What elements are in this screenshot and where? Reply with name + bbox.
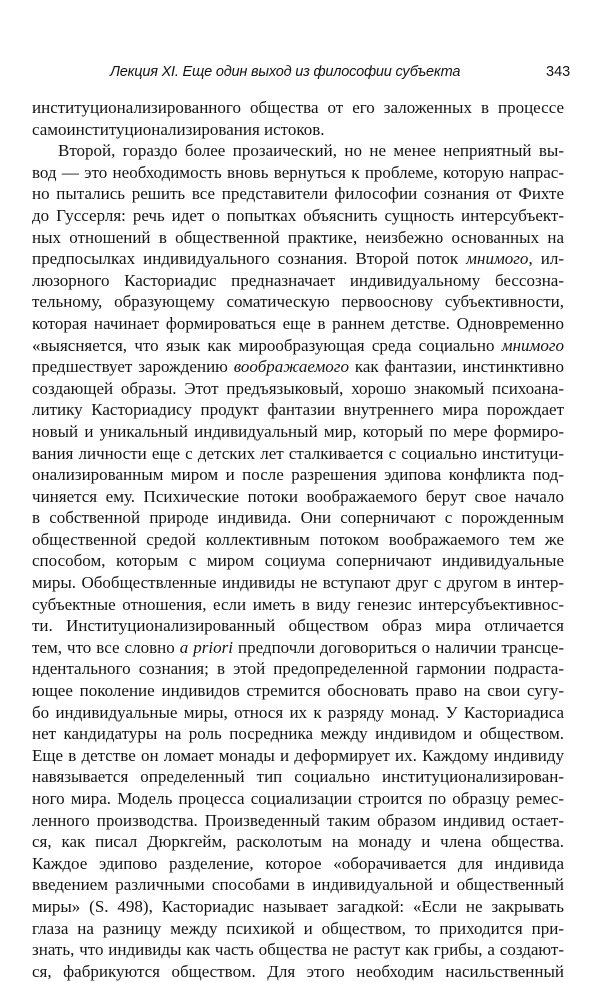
text-segment: тельному, образующему соматическую первооснову субъективности, bbox=[32, 292, 564, 312]
text-line bbox=[32, 270, 564, 292]
text-line bbox=[32, 594, 564, 616]
text-line bbox=[32, 399, 564, 421]
text-line bbox=[32, 97, 564, 119]
text-segment: вод — это необходимость вновь вернуться к проблеме, которую напрас- bbox=[32, 162, 564, 182]
text-line bbox=[32, 119, 564, 141]
text-segment: общественной средой коллективным потоком воображаемого тем же bbox=[32, 529, 564, 549]
text-line bbox=[32, 874, 564, 896]
body-text bbox=[32, 97, 564, 982]
text-line bbox=[32, 896, 564, 918]
text-segment: нет кандидатуры на роль посредника между индивидом и обществом. bbox=[32, 724, 564, 744]
italic-term: a priori bbox=[179, 637, 233, 657]
text-segment: предпосылках индивидуального сознания. Второй поток bbox=[32, 249, 467, 269]
text-segment: самоинституционализирования истоков. bbox=[32, 119, 325, 139]
text-segment: ся, как писал Дюркгейм, расколотым на монаду и члена общества. bbox=[32, 832, 564, 852]
text-line bbox=[32, 507, 564, 529]
text-segment: бо индивидуальные миры, относя их к разряду монад. У Касториадиса bbox=[32, 702, 564, 722]
text-line bbox=[32, 572, 564, 594]
text-segment: тем, что все словно bbox=[32, 637, 180, 657]
text-segment: введением различными способами в индивидуальной и общественный bbox=[32, 875, 564, 895]
text-segment: Второй, гораздо более прозаический, но не менее неприятный вы- bbox=[58, 141, 564, 161]
text-line bbox=[32, 961, 564, 982]
text-segment: как фантазии, инстинктивно bbox=[348, 357, 564, 377]
text-line bbox=[32, 140, 564, 162]
text-line bbox=[32, 335, 564, 357]
text-line bbox=[32, 745, 564, 767]
text-line bbox=[32, 831, 564, 853]
text-line bbox=[32, 183, 564, 205]
text-line bbox=[32, 443, 564, 465]
text-line bbox=[32, 810, 564, 832]
page-number: 343 bbox=[546, 64, 571, 80]
text-line bbox=[32, 356, 564, 378]
text-segment: миры. Обобществленные индивиды не вступают друг с другом в интер- bbox=[32, 573, 564, 593]
text-line bbox=[32, 788, 564, 810]
text-segment: субъектные отношения, если иметь в виду генезис интерсубъективнос- bbox=[32, 594, 564, 614]
italic-term: мнимого bbox=[466, 249, 529, 269]
text-line bbox=[32, 227, 564, 249]
text-segment: ндентального сознания; в этой предопределенной гармонии подраста- bbox=[32, 659, 564, 679]
text-line bbox=[32, 162, 564, 184]
text-segment: ти. Институционализированный обществом образ мира отличается bbox=[32, 616, 564, 636]
text-segment: ленного производства. Произведенный таким образом индивид остает- bbox=[32, 810, 564, 830]
running-head-title: Лекция XI. Еще один выход из философии субъекта bbox=[110, 64, 461, 80]
text-segment: ся, фабрикуются обществом. Для этого необходим насильственный bbox=[32, 961, 564, 981]
italic-term: мнимого bbox=[501, 335, 564, 355]
text-segment: создающей образы. Этот предъязыковый, хорошо знакомый психоана- bbox=[32, 378, 564, 398]
text-segment: , ил- bbox=[528, 249, 564, 269]
text-segment: Еще в детстве он ломает монады и деформирует их. Каждому индивиду bbox=[32, 745, 564, 765]
text-segment: ных отношений в общественной практике, неизбежно основанных на bbox=[32, 227, 564, 247]
text-line bbox=[32, 918, 564, 940]
text-line bbox=[32, 421, 564, 443]
text-line bbox=[32, 939, 564, 961]
italic-term: воображаемого bbox=[233, 357, 349, 377]
text-segment: способом, которым с миром социума соперничают индивидуальные bbox=[32, 551, 564, 571]
text-segment: глаза на разницу между психикой и обществом, то приходится при- bbox=[32, 918, 564, 938]
text-segment: но пытались решить все представители философии сознания от Фихте bbox=[32, 184, 564, 204]
text-segment: ющее поколение индивидов стремится обосновать право на свои сугу- bbox=[32, 681, 564, 701]
text-segment: чиняется ему. Психические потоки воображаемого берут свое начало bbox=[32, 486, 564, 506]
text-segment: до Гуссерля: речь идет о попытках объяснить сущность интерсубъект- bbox=[32, 205, 564, 225]
text-line bbox=[32, 615, 564, 637]
text-line bbox=[32, 637, 564, 659]
text-segment: литику Касториадису продукт фантазии внутреннего мира порождает bbox=[32, 400, 564, 420]
text-segment: ного мира. Модель процесса социализации строится по образцу ремес- bbox=[32, 789, 564, 808]
text-segment: Каждое эдипово разделение, которое «оборачивается для индивида bbox=[32, 853, 564, 873]
text-line bbox=[32, 658, 564, 680]
text-segment: предшествует зарождению bbox=[32, 357, 234, 377]
text-segment: вания личности еще с детских лет сталкивается с социально институци- bbox=[32, 443, 564, 463]
text-line bbox=[32, 680, 564, 702]
text-line bbox=[32, 766, 564, 788]
text-line bbox=[32, 723, 564, 745]
text-segment: навязывается определенный тип социально институционализирован- bbox=[32, 767, 564, 787]
text-segment: новый и уникальный индивидуальный мир, который по мере формиро- bbox=[32, 421, 564, 441]
text-segment: люзорного Касториадис предназначает индивидуальному бессозна- bbox=[32, 270, 564, 290]
text-segment: институционализированного общества от его заложенных в процессе bbox=[32, 98, 564, 117]
text-line bbox=[32, 248, 564, 270]
text-line bbox=[32, 529, 564, 551]
text-line bbox=[32, 464, 564, 486]
text-segment: в собственной природе индивида. Они соперничают с порожденным bbox=[32, 508, 564, 528]
text-line bbox=[32, 313, 564, 335]
text-segment: знать, что индивиды как часть общества не растут как грибы, а создают- bbox=[32, 940, 564, 960]
text-line bbox=[32, 205, 564, 227]
text-line bbox=[32, 853, 564, 875]
text-line bbox=[32, 486, 564, 508]
text-segment: предпочли договориться о наличии трансце- bbox=[232, 637, 564, 657]
text-segment: которая начинает формироваться еще в раннем детстве. Одновременно bbox=[32, 313, 564, 333]
text-segment: онализированным миром и после разрешения эдипова конфликта под- bbox=[32, 465, 564, 485]
text-segment: миры» (S. 498), Касториадис называет загадкой: «Если не закрывать bbox=[32, 896, 564, 916]
text-line bbox=[32, 702, 564, 724]
text-line bbox=[32, 550, 564, 572]
text-line bbox=[32, 291, 564, 313]
text-line bbox=[32, 378, 564, 400]
text-segment: «выясняется, что язык как мирообразующая среда социально bbox=[32, 335, 502, 355]
